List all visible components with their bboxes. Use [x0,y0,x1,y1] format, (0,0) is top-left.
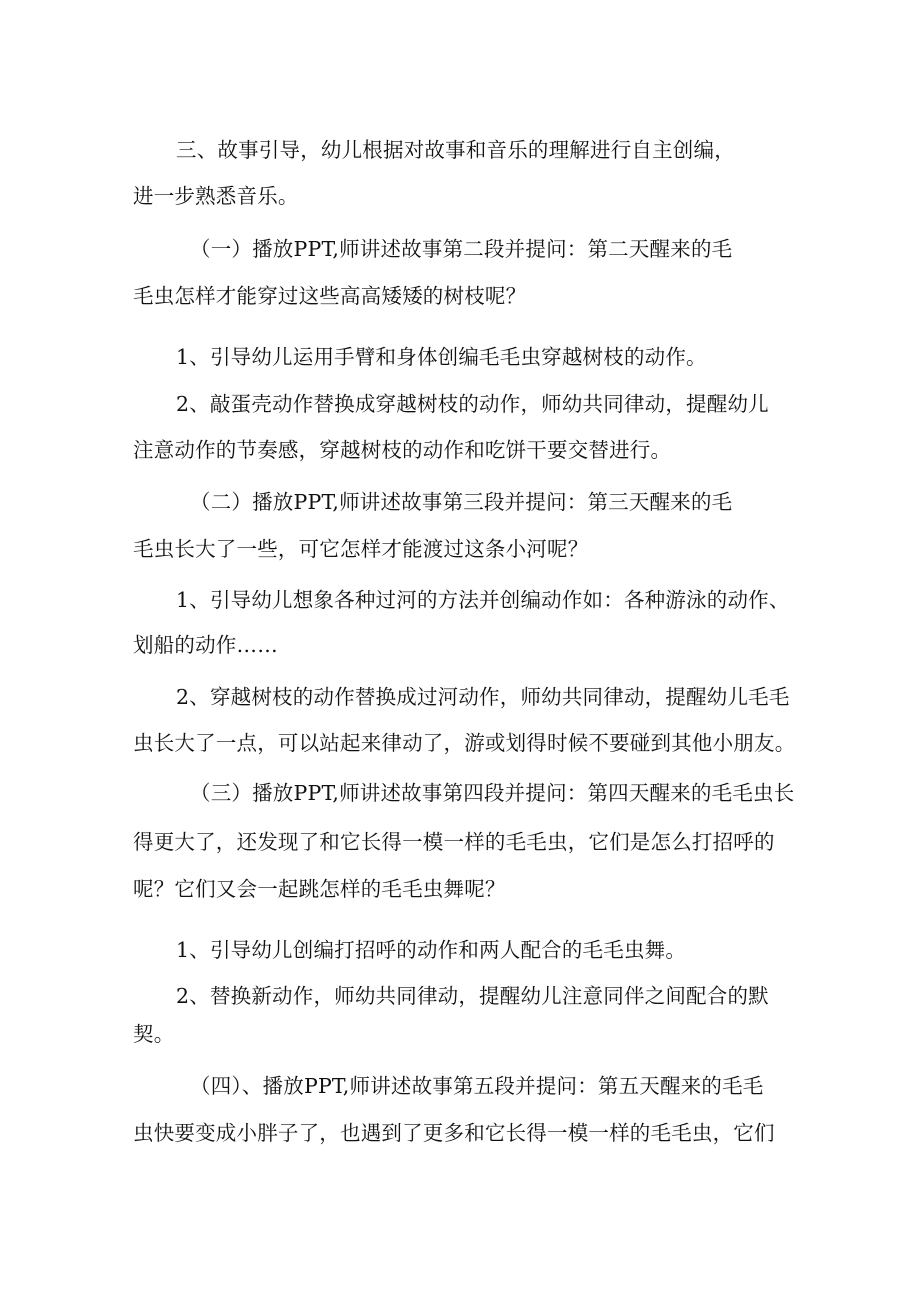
text-line: 毛虫长大了一些，可它怎样才能渡过这条小河呢？ [133,537,589,561]
text-line: 注意动作的节奏感，穿越树枝的动作和吃饼干要交替进行。 [133,438,672,462]
text-line: 1、引导幼儿运用手臂和身体创编毛毛虫穿越树枝的动作。 [176,345,707,369]
text-line: （四）、播放PPT,师讲述故事第五段并提问：第五天醒来的毛毛 [190,1074,764,1098]
text-line: 毛虫怎样才能穿过这些高高矮矮的树枝呢？ [133,284,527,308]
text-line: 1、引导幼儿创编打招呼的动作和两人配合的毛毛虫舞。 [176,938,687,962]
text-line: 虫长大了一点，可以站起来律动了，游或划得时候不要碰到其他小朋友。 [133,731,796,755]
text-line: 契。 [133,1022,175,1046]
text-line: 进一步熟悉音乐。 [133,184,299,208]
text-line: 呢？它们又会一起跳怎样的毛毛虫舞呢？ [133,877,506,901]
text-line: （三）播放PPT,师讲述故事第四段并提问：第四天醒来的毛毛虫长 [190,781,795,805]
text-line: （一）播放PPT,师讲述故事第二段并提问：第二天醒来的毛 [190,237,733,261]
text-line: 划船的动作…… [133,633,278,657]
text-line: 2、替换新动作，师幼共同律动，提醒幼儿注意同伴之间配合的默 [176,984,769,1008]
text-line: 2、敲蛋壳动作替换成穿越树枝的动作，师幼共同律动，提醒幼儿 [176,392,769,416]
text-line: 三、故事引导，幼儿根据对故事和音乐的理解进行自主创编， [176,138,735,162]
text-line: 2、穿越树枝的动作替换成过河动作，师幼共同律动，提醒幼儿毛毛 [176,685,790,709]
text-line: 1、引导幼儿想象各种过河的方法并创编动作如：各种游泳的动作、 [176,588,790,612]
text-line: 得更大了，还发现了和它长得一模一样的毛毛虫，它们是怎么打招呼的 [133,830,775,854]
text-line: （二）播放PPT,师讲述故事第三段并提问：第三天醒来的毛 [190,490,733,514]
text-line: 虫快要变成小胖子了，也遇到了更多和它长得一模一样的毛毛虫，它们 [133,1121,775,1145]
